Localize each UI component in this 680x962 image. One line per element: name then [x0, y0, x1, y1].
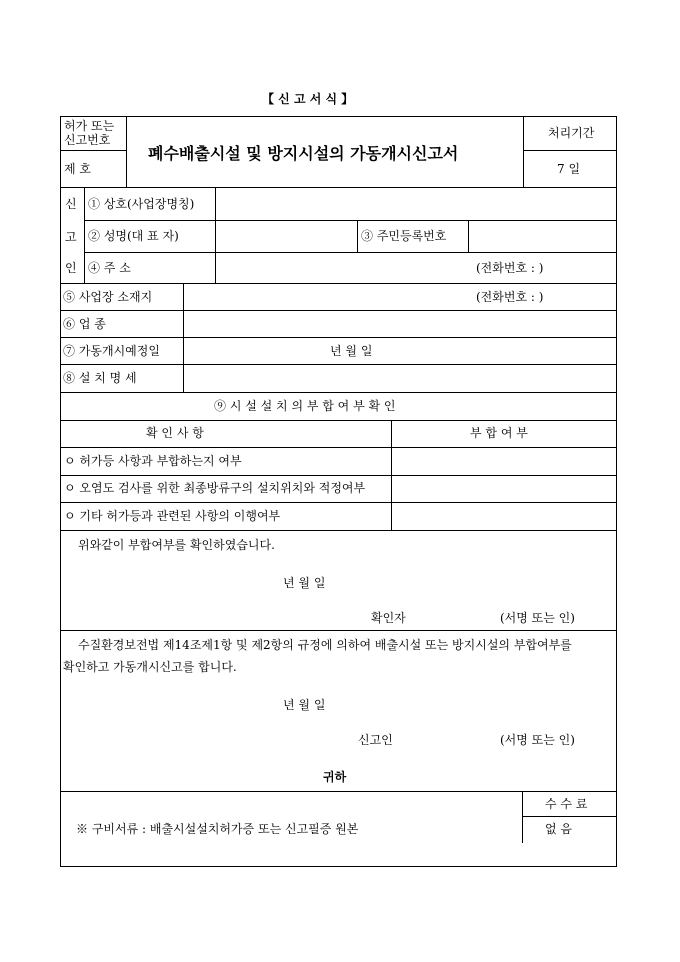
- declaration-date: 년 월 일: [283, 698, 326, 712]
- rule-applicant-1: [84, 220, 617, 221]
- rule-compliance-2: [60, 447, 617, 448]
- business-name-label: ① 상호(사업장명칭): [88, 197, 195, 211]
- rule-header-left: [126, 116, 127, 187]
- rule-site-4: [60, 392, 617, 393]
- rule-compliance-4: [60, 502, 617, 503]
- fee-value: 없 음: [545, 822, 572, 836]
- rule-fee-col: [522, 791, 523, 843]
- rule-header-right: [523, 116, 524, 187]
- confirm-date: 년 월 일: [283, 576, 326, 590]
- rule-fee-mid: [522, 816, 617, 817]
- rule-right: [616, 116, 617, 866]
- rule-compliance-3: [60, 475, 617, 476]
- period-value: 7 일: [557, 162, 581, 176]
- applicant-char-2: 고: [65, 230, 77, 244]
- start-date-value: 년 월 일: [330, 344, 373, 358]
- rule-header-bottom: [60, 187, 617, 188]
- resident-no-label: ③ 주민등록번호: [361, 229, 447, 243]
- rule-confirm-bottom: [60, 630, 617, 631]
- declarant-label: 신고인: [358, 733, 393, 747]
- rule-resident-right: [468, 220, 469, 252]
- rule-header-right-mid: [523, 150, 617, 151]
- rule-site-1: [60, 310, 617, 311]
- facility-details-label: ⑧ 설 치 명 세: [63, 371, 137, 385]
- compliance-item-3: ㅇ 기타 허가등과 관련된 사항의 이행여부: [64, 509, 281, 523]
- applicant-char-3: 인: [65, 261, 77, 275]
- rule-compliance-5: [60, 530, 617, 531]
- rule-left: [60, 116, 61, 866]
- declarant-sign: (서명 또는 인): [500, 733, 575, 747]
- permit-label-line2: 신고번호: [64, 133, 111, 147]
- resident-no-value[interactable]: [471, 222, 614, 250]
- rule-resident-left: [357, 220, 358, 252]
- rule-bottom: [60, 866, 617, 867]
- site-location-label: ⑤ 사업장 소재지: [63, 290, 153, 304]
- site-location-phone: (전화번호 : ): [476, 290, 544, 304]
- applicant-char-1: 신: [65, 197, 77, 211]
- start-date-label: ⑦ 가동개시예정일: [63, 344, 160, 358]
- rule-site-top: [60, 283, 617, 284]
- required-documents: ※ 구비서류 : 배출시설설치허가증 또는 신고필증 원본: [76, 822, 359, 836]
- confirmer-label: 확인자: [371, 611, 406, 625]
- rule-header-left-mid: [60, 150, 126, 151]
- compliance-item-2: ㅇ 오염도 검사를 위한 최종방류구의 설치위치와 적정여부: [64, 481, 366, 495]
- business-name-value[interactable]: [218, 190, 614, 218]
- confirm-text: 위와같이 부합여부를 확인하였습니다.: [78, 538, 275, 552]
- declaration-line-1: 수질환경보전법 제14조제1항 및 제2항의 규정에 의하여 배출시설 또는 방지시설의 부합여부를: [78, 638, 572, 652]
- permit-label-line1: 허가 또는: [64, 119, 115, 133]
- rule-compliance-col: [391, 420, 392, 530]
- compliance-col-items: 확 인 사 항: [146, 426, 204, 440]
- compliance-section-title: ⑨ 시 설 설 치 의 부 합 여 부 확 인: [214, 399, 396, 413]
- rule-site-label: [183, 283, 184, 392]
- declaration-line-2: 확인하고 가동개시신고를 합니다.: [63, 660, 237, 674]
- fee-label: 수 수 료: [545, 797, 588, 811]
- name-value[interactable]: [218, 222, 355, 250]
- period-label: 처리기간: [548, 126, 595, 140]
- rule-applicant-2: [84, 252, 617, 253]
- rule-declaration-bottom: [60, 791, 617, 792]
- address-phone: (전화번호 : ): [476, 261, 544, 275]
- business-type-label: ⑥ 업 종: [63, 317, 106, 331]
- number-label: 제 호: [64, 162, 91, 176]
- rule-site-2: [60, 337, 617, 338]
- compliance-item-1: ㅇ 허가등 사항과 부합하는지 여부: [64, 454, 242, 468]
- rule-top: [60, 116, 617, 117]
- name-label: ② 성명(대 표 자): [88, 229, 179, 243]
- address-label: ④ 주 소: [88, 261, 131, 275]
- addressee: 귀하: [323, 770, 347, 784]
- rule-site-3: [60, 364, 617, 365]
- form-caption: 【 신 고 서 식 】: [262, 92, 354, 106]
- confirmer-sign: (서명 또는 인): [500, 611, 575, 625]
- compliance-col-result: 부 합 여 부: [470, 426, 528, 440]
- form-title: 폐수배출시설 및 방지시설의 가동개시신고서: [148, 144, 459, 163]
- rule-compliance-1: [60, 420, 617, 421]
- rule-applicant-group: [84, 187, 85, 283]
- rule-applicant-label: [215, 187, 216, 283]
